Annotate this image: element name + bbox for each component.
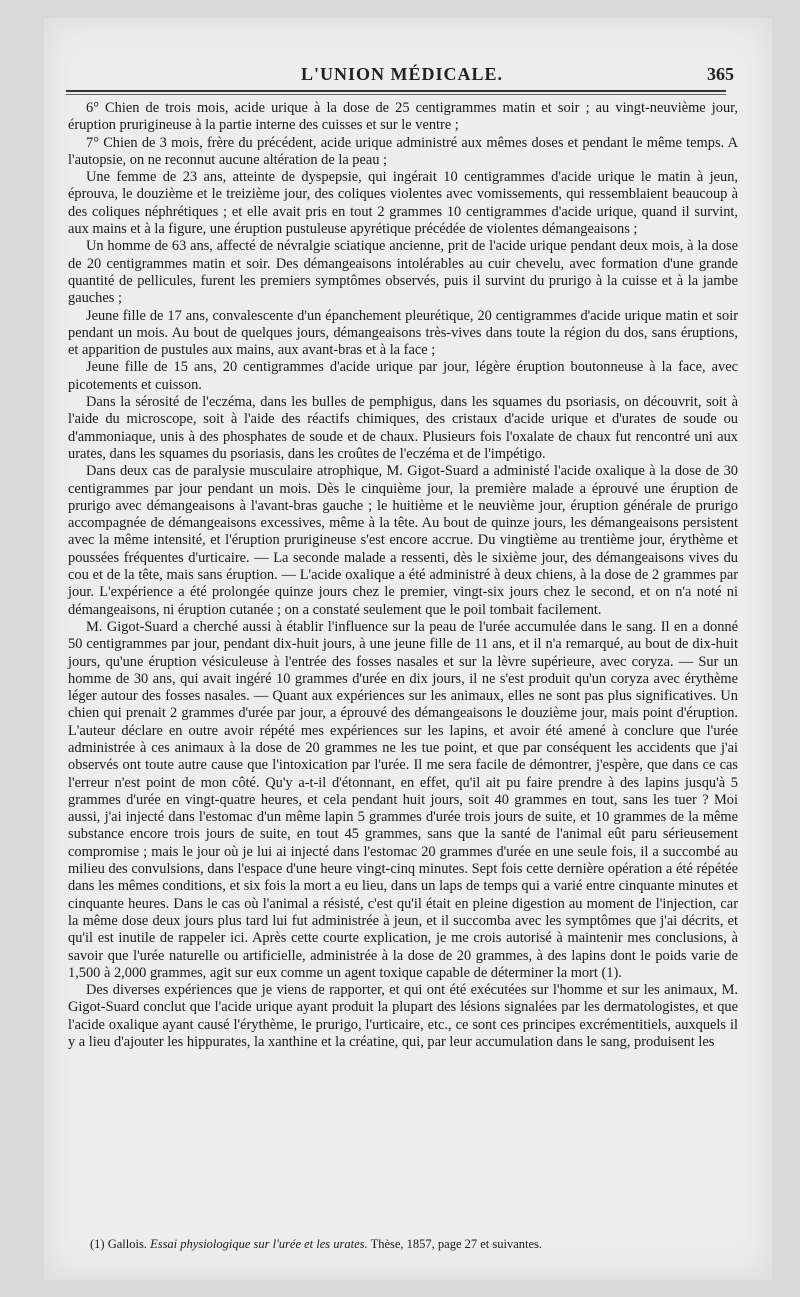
footnote: [90, 1237, 730, 1252]
paragraph: Jeune fille de 15 ans, 20 centigrammes d'acide urique par jour, légère éruption boutonneuse à la face, avec picotements et cuisson.: [68, 359, 738, 393]
journal-title: L'UNION MÉDICALE.: [300, 64, 504, 84]
paragraph: Des diverses expériences que je viens de rapporter, et qui ont été exécutées sur l'homme et sur les animaux, M. Gigot-Suard conclut que l'acide urique ayant produit la plupart des lésions signalées par les dermatologistes, et que l'acide oxalique ayant causé l'érythème, le prurigo, l'urticaire, etc., ce sont ces principes excrémentitiels, auxquels il y a lieu d'ajouter les hippurates, la xanthine et la créatine, qui, par leur accumulation dans le sang, produisent les: [68, 982, 738, 1051]
header-rule-thin: [66, 94, 726, 95]
page-number: 365: [707, 64, 734, 84]
paragraph: M. Gigot-Suard a cherché aussi à établir l'influence sur la peau de l'urée accumulée dans le sang. Il en a donné 50 centigrammes par jour, pendant dix-huit jours, à une jeune fille de 11 ans, et il n'a remarqué, au bout de dix-huit jours, qu'une éruption vésiculeuse à l'entrée des fosses nasales et sur la lèvre supérieure, avec coryza. — Sur un homme de 30 ans, qui avait ingéré 10 grammes d'urée en dix jours, il ne s'est produit qu'un coryza avec érythème léger autour des fosses nasales. — Quant aux expériences sur les animaux, elles ne sont pas plus significatives. Un chien qui prenait 2 grammes d'urée par jour, a éprouvé des démangeaisons le douzième jour, mais point d'éruption. L'auteur déclare en outre avoir répété mes expériences sur les lapins, et avoir été amené à conclure que l'urée administrée à ces animaux à la dose de 20 grammes ne les tue point, et que par conséquent les accidents que j'ai observés ont toute autre cause que l'intoxication par l'urée. Il me sera facile de démontrer, j'espère, que dans ce cas l'erreur n'est point de mon côté. Qu'y a-t-il d'étonnant, en effet, qu'il ait pu faire prendre à des lapins jusqu'à 5 grammes d'urée en vingt-quatre heures, et cela pendant huit jours, soit 40 grammes en tout, sans les tuer ? Moi aussi, j'ai injecté dans l'estomac d'un même lapin 5 grammes d'urée trois jours de suite, et 10 grammes de la même substance encore trois jours de suite, en tout 45 grammes, sans que la santé de l'animal eût paru sérieusement compromise ; mais le jour où je lui ai injecté dans l'estomac 20 grammes d'urée en une seule fois, il a succombé au milieu des convulsions, dans l'espace d'une heure vingt-cinq minutes. Sept fois cette dernière opération a été répétée dans les mêmes conditions, et six fois la mort a eu lieu, dans un laps de temps qui a varié entre cinquante minutes et cinquante heures. Dans le cas où l'animal a résisté, c'est qu'il était en pleine digestion au moment de l'injection, car la même dose deux jours plus tard lui fut administrée à jeun, et il succomba avec les symptômes que j'ai décrits, et qu'il est inutile de rappeler ici. Après cette courte explication, je me crois autorisé à maintenir mes conclusions, à savoir que l'urée naturelle ou artificielle, administrée à la dose de 20 grammes, à des lapins dont le poids varie de 1,500 à 2,000 grammes, agit sur eux comme un agent toxique capable de déterminer la mort (1).: [68, 618, 738, 981]
footnote-title: Essai physiologique sur l'urée et les urates.: [150, 1237, 368, 1251]
paragraph: Un homme de 63 ans, affecté de névralgie sciatique ancienne, prit de l'acide urique pendant deux mois, à la dose de 20 centigrammes matin et soir. Des démangeaisons intolérables au cuir chevelu, avec formation d'une grande quantité de pellicules, furent les premiers symptômes observés, puis il survint du prurigo à la cuisse et à la jambe gauches ;: [68, 238, 738, 307]
paragraph: Jeune fille de 17 ans, convalescente d'un épanchement pleurétique, 20 centigrammes d'acide urique matin et soir pendant un mois. Au bout de quelques jours, démangeaisons très-vives dans toute la région du dos, sans éruptions, et apparition de pustules aux mains, aux avant-bras et à la face ;: [68, 307, 738, 359]
paragraph: Dans deux cas de paralysie musculaire atrophique, M. Gigot-Suard a administé l'acide oxalique à la dose de 30 centigrammes par jour pendant un mois. Dès le cinquième jour, la première malade a éprouvé une éruption de prurigo avec démangeaisons à l'avant-bras gauche ; le huitième et le neuvième jour, éruption générale de prurigo accompagnée de démangeaisons excessives, même à la tête. Au bout de quinze jours, les démangeaisons persistent avec la même intensité, et l'éruption prurigineuse s'est encore accrue. Du vingtième au trentième jour, érythème et poussées fréquentes d'urticaire. — La seconde malade a ressenti, dès le sixième jour, des démangeaisons vives du cou et de la tête, mais sans éruption. — L'acide oxalique a été administré à deux chiens, à la dose de 2 grammes par jour. L'expérience a été prolongée quinze jours chez le premier, vingt-six jours chez le second, et on n'a noté ni démangeaisons, ni éruption cutanée ; on a constaté seulement que le poil tombait facilement.: [68, 463, 738, 618]
paragraph: Dans la sérosité de l'eczéma, dans les bulles de pemphigus, dans les squames du psoriasis, on découvrit, soit à l'aide du microscope, soit à l'aide des réactifs chimiques, des cristaux d'acide urique et d'urates de soude ou d'ammoniaque, unis à des phosphates de soude et de chaux. Plusieurs fois l'oxalate de chaux fut rencontré uni aux urates, dans les squames du psoriasis, dans les croûtes de l'eczéma et de l'impétigo.: [68, 394, 738, 462]
header-rule: [66, 90, 726, 92]
paragraph: 6° Chien de trois mois, acide urique à la dose de 25 centigrammes matin et soir ; au vingt-neuvième jour, éruption prurigineuse à la partie interne des cuisses et sur le ventre ;: [68, 100, 738, 134]
article-body: [68, 100, 738, 1051]
running-header: [66, 64, 738, 86]
paragraph: Une femme de 23 ans, atteinte de dyspepsie, qui ingérait 10 centigrammes d'acide urique le matin à jeun, éprouva, le douzième et le treizième jour, des coliques violentes avec vomissements, qui ressemblaient beaucoup à des coliques néphrétiques ; et elle avait pris en tout 2 grammes 10 centigrammes d'acide urique, quand il survint, aux mains et à la figure, une éruption pustuleuse apyrétique précédée de violentes démangeaisons ;: [68, 169, 738, 238]
footnote-rest: Thèse, 1857, page 27 et suivantes.: [370, 1237, 543, 1251]
footnote-marker: (1) Gallois.: [90, 1237, 147, 1251]
paragraph: 7° Chien de 3 mois, frère du précédent, acide urique administré aux mêmes doses et pendant le même temps. A l'autopsie, on ne reconnut aucune altération de la peau ;: [68, 134, 738, 168]
